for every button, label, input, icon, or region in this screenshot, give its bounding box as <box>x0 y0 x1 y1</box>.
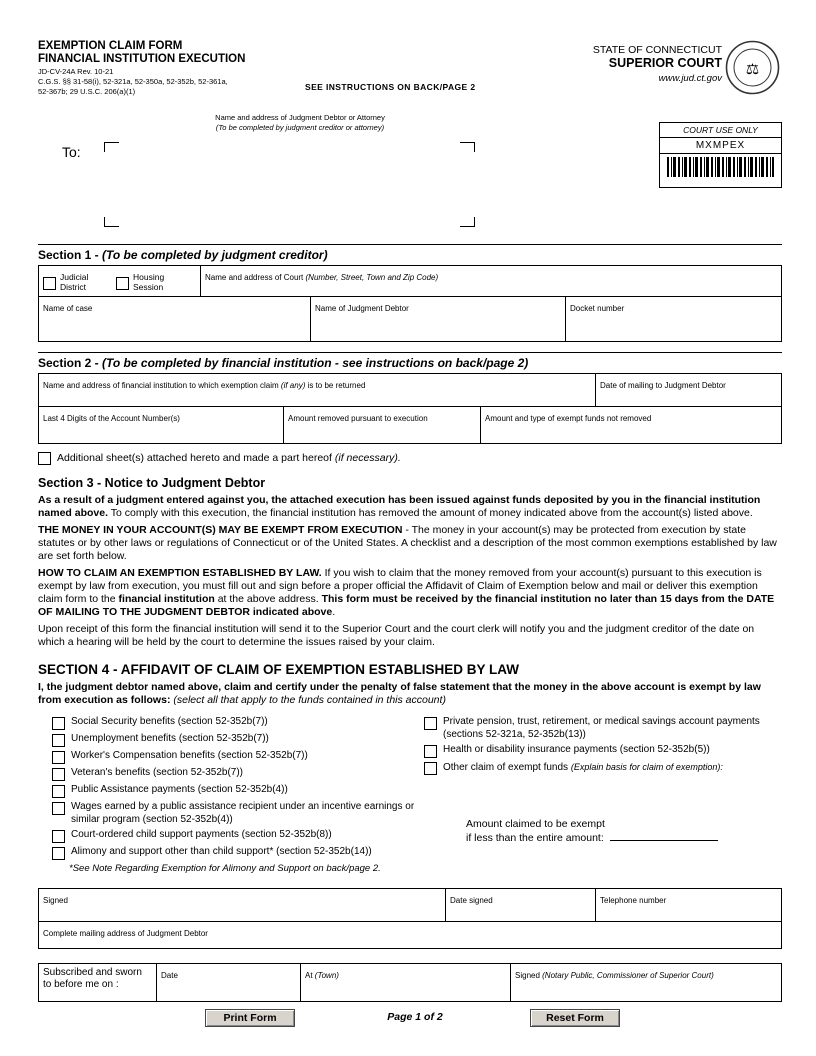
state-court-block <box>520 44 722 84</box>
section1-heading-text: Section 1 - <box>38 248 103 262</box>
judicial-district-checkbox[interactable] <box>43 277 56 290</box>
health-disability-insurance-label: Health or disability insurance payments (section 52-352b(5)) <box>443 744 710 755</box>
amount-claimed-line2: if less than the entire amount: <box>466 832 604 844</box>
notary-signed-label <box>515 971 714 980</box>
p2-text: - The money in your account(s) may be protected from execution by state statutes or by other laws or regulations of Connecticut or of the United States. A checklist and a description of the most common exemptions established by law are set forth below. <box>38 524 777 562</box>
telephone-number-label: Telephone number <box>600 896 667 905</box>
exemption-item <box>424 744 782 758</box>
public-assistance-checkbox[interactable] <box>52 785 65 798</box>
notary-signed-note: (Notary Public, Commissioner of Superior Court) <box>542 971 714 980</box>
form-header-left <box>38 40 245 96</box>
p3-text3: . <box>332 606 336 618</box>
section3-paragraph-4: Upon receipt of this form the financial institution will send it to the Superior Court and the court clerk will notify you and the judgment creditor of the date on which a hearing will be held by the court to determine the issues raised by your claim. <box>38 623 755 648</box>
housing-session-checkbox[interactable] <box>116 277 129 290</box>
private-pension-checkbox[interactable] <box>424 717 437 730</box>
date-signed-label: Date signed <box>450 896 493 905</box>
p1-text: To comply with this execution, the financial institution has removed the amount of money indicated above from the account(s) listed above. <box>108 507 753 519</box>
intro-italic: (select all that apply to the funds contained in this account) <box>173 694 446 706</box>
table-row <box>39 922 781 948</box>
notary-town-label <box>305 971 339 980</box>
p3-text1: If you wish to claim that the money removed from your account(s) pursuant to this execution is exempt by law from execution, you must fill out and sign before a proper official the Affidavit of Claim of Exemption below and mail or deliver this exemption claim form to the <box>38 567 762 605</box>
notary-at-note: (Town) <box>314 971 339 980</box>
health-disability-insurance-checkbox[interactable] <box>424 745 437 758</box>
barcode <box>667 157 774 177</box>
court-use-code: MXMPEX <box>660 138 781 154</box>
p3-bold3: This form must be received by the financial institution no later than 15 days from the DATE OF MAILING TO THE JUDGMENT DEBTOR indicated above <box>38 593 775 618</box>
section1-table <box>38 265 782 342</box>
court-address-label-text: Name and address of Court <box>205 273 306 282</box>
exemption-item <box>424 716 782 741</box>
p3-text2: at the above address. <box>214 593 322 605</box>
exemption-item <box>52 846 422 860</box>
date-of-mailing-label: Date of mailing to Judgment Debtor <box>600 381 726 390</box>
date-signed-field[interactable] <box>446 889 596 921</box>
form-title-line1: EXEMPTION CLAIM FORM <box>38 40 183 52</box>
mailing-address-field[interactable] <box>39 922 781 948</box>
court-address-field[interactable] <box>201 266 781 296</box>
financial-institution-label <box>43 381 365 390</box>
exemption-item <box>52 784 422 798</box>
svg-text:⚖: ⚖ <box>745 61 760 78</box>
sworn-label-cell <box>39 964 157 1001</box>
date-of-mailing-field[interactable] <box>596 374 781 406</box>
judgment-debtor-name-label: Name of Judgment Debtor <box>315 304 409 313</box>
other-claim-checkbox[interactable] <box>424 762 437 775</box>
exemption-item <box>52 716 422 730</box>
form-title-line2: FINANCIAL INSTITUTION EXECUTION <box>38 53 246 65</box>
mailing-address-label: Complete mailing address of Judgment Debtor <box>43 929 208 938</box>
see-instructions-note: SEE INSTRUCTIONS ON BACK/PAGE 2 <box>305 82 476 92</box>
amount-claimed-line1: Amount claimed to be exempt <box>466 818 605 830</box>
judicial-district-option <box>43 273 104 292</box>
veterans-benefits-checkbox[interactable] <box>52 768 65 781</box>
alimony-support-checkbox[interactable] <box>52 847 65 860</box>
intro-bold: I, the judgment debtor named above, claim and certify under the penalty of false statement that the money in the above account is exempt by law from execution as follows: <box>38 681 761 706</box>
exemption-item <box>52 767 422 781</box>
additional-sheets-row <box>38 451 782 465</box>
state-name: STATE OF CONNECTICUT <box>592 44 722 56</box>
telephone-number-field[interactable] <box>596 889 781 921</box>
veterans-benefits-label: Veteran's benefits (section 52-352b(7)) <box>71 767 244 778</box>
additional-sheets-note: (if necessary). <box>334 452 401 464</box>
court-name: SUPERIOR COURT <box>608 56 722 70</box>
statutes-line1: C.G.S. §§ 31-58(i), 52-321a, 52-350a, 52-352b, 52-361a, <box>38 77 228 86</box>
amount-exempt-not-removed-label: Amount and type of exempt funds not removed <box>485 414 652 423</box>
section4-intro <box>38 681 782 707</box>
other-claim-label-wrap <box>443 761 723 775</box>
child-support-label: Court-ordered child support payments (section 52-352b(8)) <box>71 829 332 840</box>
notary-table <box>38 963 782 1002</box>
sworn-label: Subscribed and sworn to before me on : <box>43 967 142 990</box>
section4-heading: SECTION 4 - AFFIDAVIT OF CLAIM OF EXEMPTION ESTABLISHED BY LAW <box>38 662 520 677</box>
alimony-support-label: Alimony and support other than child support* (section 52-352b(14)) <box>71 846 372 857</box>
table-row <box>39 374 781 407</box>
amount-claimed-block <box>424 817 782 845</box>
exemption-column-right <box>422 716 782 874</box>
table-row <box>39 889 781 922</box>
notary-date-label: Date <box>161 971 178 980</box>
form-body <box>38 244 782 1031</box>
p1-bold: As a result of a judgment entered against you, the attached execution has been issued against funds deposited by you in the financial institution named above. <box>38 494 761 519</box>
account-digits-field[interactable] <box>39 407 284 443</box>
notary-town-field[interactable] <box>301 964 511 1001</box>
print-form-button[interactable]: Print Form <box>205 1009 295 1027</box>
unemployment-checkbox[interactable] <box>52 734 65 747</box>
exemption-item <box>52 829 422 843</box>
exemption-item <box>424 761 782 775</box>
reset-form-button[interactable]: Reset Form <box>530 1009 620 1027</box>
notary-at-text: At <box>305 971 315 980</box>
alimony-footnote: *See Note Regarding Exemption for Alimony and Support on back/page 2. <box>69 863 381 874</box>
exemption-column-left <box>38 716 422 874</box>
p3-bold1: HOW TO CLAIM AN EXEMPTION ESTABLISHED BY LAW. <box>38 567 322 579</box>
wages-incentive-program-label: Wages earned by a public assistance recipient under an incentive earnings or similar program (section 52-352b(4)) <box>71 801 415 825</box>
amount-exempt-not-removed-field[interactable] <box>481 407 781 443</box>
recipient-line2: (To be completed by judgment creditor or attorney) <box>215 122 385 132</box>
fi-label-pre: Name and address of financial institution to which exemption claim <box>43 381 281 390</box>
housing-session-label: Housing Session <box>133 272 165 292</box>
recipient-instructions <box>150 113 450 132</box>
unemployment-label: Unemployment benefits (section 52-352b(7)) <box>71 733 269 744</box>
court-type-cell <box>39 266 201 296</box>
child-support-checkbox[interactable] <box>52 830 65 843</box>
name-of-case-label: Name of case <box>43 304 93 313</box>
section3-paragraph-2 <box>38 524 782 563</box>
section2-heading-text: Section 2 - <box>38 356 103 370</box>
exemption-item <box>52 750 422 764</box>
p2-bold: THE MONEY IN YOUR ACCOUNT(S) MAY BE EXEMPT FROM EXECUTION <box>38 524 403 536</box>
housing-session-option <box>116 273 177 292</box>
public-assistance-label: Public Assistance payments (section 52-352b(4)) <box>71 784 288 795</box>
form-footer <box>38 1009 782 1031</box>
docket-number-field[interactable] <box>566 297 781 341</box>
amount-removed-field[interactable] <box>284 407 481 443</box>
section2-table <box>38 373 782 444</box>
amount-claimed-field[interactable] <box>610 840 718 841</box>
notary-date-field[interactable] <box>157 964 301 1001</box>
section2-heading <box>38 352 782 370</box>
section2-heading-note: (To be completed by financial institution - see instructions on back/page 2) <box>102 356 529 370</box>
to-label: To: <box>62 144 81 160</box>
notary-signed-text: Signed <box>515 971 543 980</box>
amount-removed-label: Amount removed pursuant to execution <box>288 414 428 423</box>
additional-sheets-text: Additional sheet(s) attached hereto and made a part hereof <box>57 452 335 464</box>
page-number: Page 1 of 2 <box>387 1011 443 1023</box>
court-use-label: COURT USE ONLY <box>660 123 781 138</box>
additional-sheets-checkbox[interactable] <box>38 452 51 465</box>
recipient-line1: Name and address of Judgment Debtor or Attorney <box>215 113 385 122</box>
court-address-label <box>205 273 438 282</box>
court-use-box <box>659 122 782 188</box>
exemption-item <box>52 801 422 826</box>
statutes-line2: 52-367b; 29 U.S.C. 206(a)(1) <box>38 87 136 96</box>
notary-signed-field[interactable] <box>511 964 781 1001</box>
p3-bold2: financial institution <box>118 593 215 605</box>
section1-heading-note: (To be completed by judgment creditor) <box>102 248 328 262</box>
social-security-label: Social Security benefits (section 52-352b(7)) <box>71 716 268 727</box>
exemption-checkbox-columns <box>38 716 782 874</box>
court-address-label-note: (Number, Street, Town and Zip Code) <box>305 273 439 282</box>
judicial-district-label: Judicial District <box>60 272 89 292</box>
form-number: JD-CV-24A Rev. 10-21 <box>38 67 114 76</box>
signed-field[interactable] <box>39 889 446 921</box>
docket-number-label: Docket number <box>570 304 625 313</box>
workers-compensation-checkbox[interactable] <box>52 751 65 764</box>
exemption-item <box>52 733 422 747</box>
additional-sheets-label <box>57 452 401 464</box>
section3-heading: Section 3 - Notice to Judgment Debtor <box>38 476 266 490</box>
name-of-case-field[interactable] <box>39 297 311 341</box>
wages-incentive-program-checkbox[interactable] <box>52 802 65 815</box>
amount-claimed-line2-wrap <box>466 831 782 845</box>
other-claim-note: (Explain basis for claim of exemption): <box>570 762 723 772</box>
private-pension-label: Private pension, trust, retirement, or medical savings account payments (sections 52-321a, 52-352b(13)) <box>443 716 760 740</box>
judgment-debtor-address-field[interactable] <box>106 144 472 224</box>
section3-paragraph-3 <box>38 567 782 619</box>
court-website-link[interactable]: www.jud.ct.gov <box>658 73 722 84</box>
signed-label: Signed <box>43 896 68 905</box>
workers-compensation-label: Worker's Compensation benefits (section 52-352b(7)) <box>71 750 308 761</box>
fi-label-post: is to be returned <box>305 381 366 390</box>
connecticut-judicial-seal-icon <box>725 40 780 95</box>
other-claim-label: Other claim of exempt funds <box>443 762 571 773</box>
table-row <box>39 266 781 297</box>
social-security-checkbox[interactable] <box>52 717 65 730</box>
judgment-debtor-name-field[interactable] <box>311 297 566 341</box>
table-row <box>39 964 781 1001</box>
signature-table <box>38 888 782 949</box>
account-digits-label: Last 4 Digits of the Account Number(s) <box>43 414 180 423</box>
table-row <box>39 297 781 341</box>
financial-institution-address-field[interactable] <box>39 374 596 406</box>
section1-heading <box>38 244 782 262</box>
section3-paragraph-1 <box>38 494 782 520</box>
fi-label-italic: (if any) <box>280 381 306 390</box>
table-row <box>39 407 781 443</box>
